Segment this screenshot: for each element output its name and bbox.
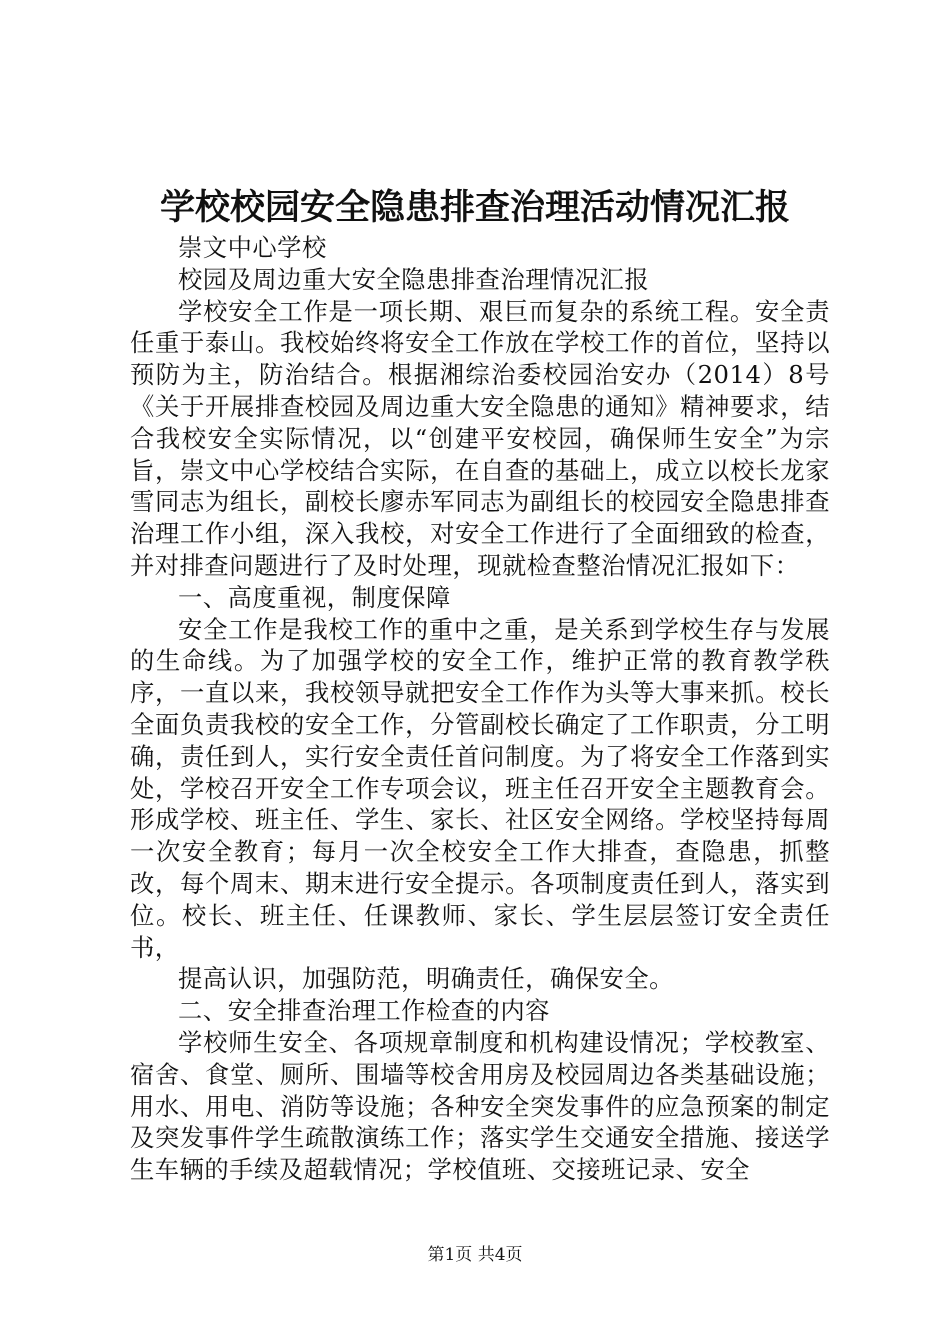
document-title: 学校校园安全隐患排查治理活动情况汇报 xyxy=(159,187,790,228)
report-subtitle: 校园及周边重大安全隐患排查治理情况汇报 xyxy=(178,264,650,294)
section-heading-2: 二、安全排查治理工作检查的内容 xyxy=(178,996,550,1026)
intro-paragraph: 学校安全工作是一项长期、艰巨而复杂的系统工程。安全责任重于泰山。我校始终将安全工作放在学校工作的首位，坚持以预防为主，防治结合。根据湘综治委校园治安办（2014）8号《关于开展排查校园及周边重大安全隐患的通知》精神要求，结合我校安全实际情况，以“创建平安校园，确保师生安全”为宗旨，崇文中心学校结合实际，在自查的基础上，成立以校长龙家雪同志为组长，副校长廖赤军同志为副组长的校园安全隐患排查治理工作小组，深入我校，对安全工作进行了全面细致的检查，并对排查问题进行了及时处理，现就检查整治情况汇报如下： xyxy=(130,296,830,580)
page-footer: 第1页 共4页 xyxy=(427,1245,523,1265)
section-2-paragraph: 学校师生安全、各项规章制度和机构建设情况；学校教室、宿舍、食堂、厕所、围墙等校舍用房及校园周边各类基础设施；用水、用电、消防等设施；各种安全突发事件的应急预案的制定及突发事件学生疏散演练工作；落实学生交通安全措施、接送学生车辆的手续及超载情况；学校值班、交接班记录、安全 xyxy=(130,1027,830,1185)
section-heading-1: 一、高度重视，制度保障 xyxy=(178,582,451,612)
summary-line: 提高认识，加强防范，明确责任，确保安全。 xyxy=(178,964,674,994)
document-body xyxy=(130,232,830,1186)
school-name: 崇文中心学校 xyxy=(178,233,327,262)
section-1-paragraph: 安全工作是我校工作的重中之重，是关系到学校生存与发展的生命线。为了加强学校的安全工作，维护正常的教育教学秩序，一直以来，我校领导就把安全工作作为头等大事来抓。校长全面负责我校的安全工作，分管副校长确定了工作职责，分工明确，责任到人，实行安全责任首问制度。为了将安全工作落到实处，学校召开安全工作专项会议，班主任召开安全主题教育会。形成学校、班主任、学生、家长、社区安全网络。学校坚持每周一次安全教育；每月一次全校安全工作大排查，查隐患，抓整改，每个周末、期末进行安全提示。各项制度责任到人，落实到位。校长、班主任、任课教师、家长、学生层层签订安全责任书， xyxy=(130,614,830,962)
